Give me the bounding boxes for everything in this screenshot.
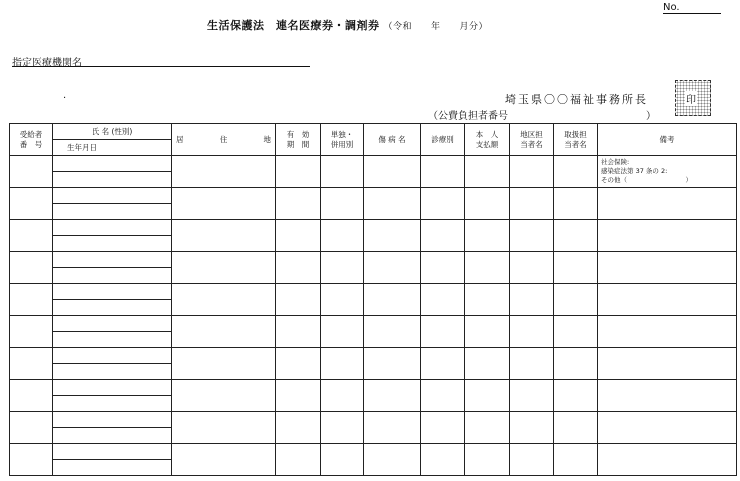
cell-recipient-no[interactable]: [10, 348, 53, 380]
cell-recipient-no[interactable]: [10, 444, 53, 476]
cell-name[interactable]: [53, 284, 172, 300]
table-row: [10, 156, 737, 172]
cell-birth-date[interactable]: [53, 204, 172, 220]
cell-birth-date[interactable]: [53, 428, 172, 444]
cell-single-combined[interactable]: [321, 316, 364, 348]
cell-disease[interactable]: [364, 444, 421, 476]
cell-remarks[interactable]: [598, 252, 737, 284]
cell-remarks[interactable]: [598, 348, 737, 380]
cell-name[interactable]: [53, 444, 172, 460]
cell-district-officer[interactable]: [510, 220, 554, 252]
table-row: [10, 412, 737, 428]
cell-recipient-no[interactable]: [10, 316, 53, 348]
cell-name[interactable]: [53, 412, 172, 428]
cell-self-pay[interactable]: [465, 316, 510, 348]
table-row: [10, 188, 737, 204]
cell-treatment-type[interactable]: [421, 284, 465, 316]
cell-treatment-type[interactable]: [421, 380, 465, 412]
cell-address[interactable]: [172, 316, 276, 348]
title-period: （令和 年 月分）: [383, 22, 489, 32]
cell-disease[interactable]: [364, 220, 421, 252]
official-seal-stamp: [675, 80, 711, 116]
cell-disease[interactable]: [364, 252, 421, 284]
remarks-note-line: 感染症法第 37 条の 2:: [601, 166, 668, 175]
cell-name[interactable]: [53, 380, 172, 396]
cell-self-pay[interactable]: [465, 444, 510, 476]
cell-name[interactable]: [53, 188, 172, 204]
cell-recipient-no[interactable]: [10, 412, 53, 444]
title-text: 生活保護法 連名医療券・調剤券: [207, 19, 380, 32]
cell-address[interactable]: [172, 380, 276, 412]
cell-disease[interactable]: [364, 156, 421, 188]
cell-disease[interactable]: [364, 316, 421, 348]
header-handling-officer: 取扱担 当者名: [554, 124, 598, 156]
header-district-officer: 地区担 当者名: [510, 124, 554, 156]
cell-handling-officer[interactable]: [554, 380, 598, 412]
cell-disease[interactable]: [364, 188, 421, 220]
cell-name[interactable]: [53, 156, 172, 172]
header-remarks: 備考: [598, 124, 737, 156]
remarks-note-line: その他（ ）: [601, 175, 692, 184]
cell-handling-officer[interactable]: [554, 444, 598, 476]
table-row: [10, 220, 737, 236]
header-single-combined: 単独・ 併用別: [321, 124, 364, 156]
cell-district-officer[interactable]: [510, 348, 554, 380]
cell-recipient-no[interactable]: [10, 156, 53, 188]
cell-name[interactable]: [53, 316, 172, 332]
cell-remarks: [598, 156, 737, 188]
cell-remarks[interactable]: [598, 284, 737, 316]
cell-single-combined[interactable]: [321, 380, 364, 412]
cell-treatment-type[interactable]: [421, 156, 465, 188]
cell-valid-period[interactable]: [276, 252, 321, 284]
cell-district-officer[interactable]: [510, 188, 554, 220]
cell-address[interactable]: [172, 252, 276, 284]
cell-name[interactable]: [53, 252, 172, 268]
cell-valid-period[interactable]: [276, 444, 321, 476]
table-row: [10, 380, 737, 396]
cell-disease[interactable]: [364, 380, 421, 412]
cell-address[interactable]: [172, 220, 276, 252]
header-self-pay: 本 人 支払額: [465, 124, 510, 156]
cell-district-officer[interactable]: [510, 316, 554, 348]
cell-single-combined[interactable]: [321, 252, 364, 284]
cell-valid-period[interactable]: [276, 188, 321, 220]
cell-remarks[interactable]: [598, 220, 737, 252]
cell-district-officer[interactable]: [510, 252, 554, 284]
cell-recipient-no[interactable]: [10, 252, 53, 284]
cell-handling-officer[interactable]: [554, 284, 598, 316]
cell-address[interactable]: [172, 188, 276, 220]
cell-valid-period[interactable]: [276, 284, 321, 316]
cell-self-pay[interactable]: [465, 412, 510, 444]
cell-disease[interactable]: [364, 284, 421, 316]
cell-self-pay[interactable]: [465, 188, 510, 220]
cell-remarks[interactable]: [598, 316, 737, 348]
payer-number-close: ）: [646, 111, 656, 122]
header-treatment-type: 診療別: [421, 124, 465, 156]
cell-birth-date[interactable]: [53, 300, 172, 316]
form-title: [207, 17, 488, 33]
cell-treatment-type[interactable]: [421, 252, 465, 284]
cell-single-combined[interactable]: [321, 220, 364, 252]
cell-self-pay[interactable]: [465, 220, 510, 252]
cell-remarks[interactable]: [598, 444, 737, 476]
cell-birth-date[interactable]: [53, 460, 172, 476]
remarks-note-line: 社会保険:: [601, 158, 630, 166]
recipient-table: [9, 123, 737, 476]
cell-self-pay[interactable]: [465, 284, 510, 316]
cell-remarks[interactable]: [598, 412, 737, 444]
cell-birth-date[interactable]: [53, 268, 172, 284]
cell-disease[interactable]: [364, 348, 421, 380]
header-valid-period: 有 効 期 間: [276, 124, 321, 156]
table-row: [10, 284, 737, 300]
cell-handling-officer[interactable]: [554, 348, 598, 380]
institution-name-line[interactable]: [12, 66, 310, 67]
header-disease: 傷 病 名: [364, 124, 421, 156]
cell-handling-officer[interactable]: [554, 220, 598, 252]
cell-valid-period[interactable]: [276, 220, 321, 252]
cell-single-combined[interactable]: [321, 156, 364, 188]
cell-birth-date[interactable]: [53, 396, 172, 412]
table-row: [10, 252, 737, 268]
cell-self-pay[interactable]: [465, 348, 510, 380]
cell-single-combined[interactable]: [321, 188, 364, 220]
cell-single-combined[interactable]: [321, 444, 364, 476]
cell-single-combined[interactable]: [321, 348, 364, 380]
cell-handling-officer[interactable]: [554, 252, 598, 284]
office-name: 埼玉県〇〇福祉事務所長: [505, 93, 648, 106]
cell-remarks[interactable]: [598, 380, 737, 412]
cell-treatment-type[interactable]: [421, 220, 465, 252]
cell-name[interactable]: [53, 348, 172, 364]
cell-handling-officer[interactable]: [554, 188, 598, 220]
cell-treatment-type[interactable]: [421, 444, 465, 476]
cell-remarks[interactable]: [598, 188, 737, 220]
cell-valid-period[interactable]: [276, 412, 321, 444]
cell-treatment-type[interactable]: [421, 348, 465, 380]
cell-district-officer[interactable]: [510, 156, 554, 188]
header-name: 氏 名 (性別): [53, 124, 172, 140]
cell-single-combined[interactable]: [321, 412, 364, 444]
cell-district-officer[interactable]: [510, 444, 554, 476]
payer-number-label: （公費負担者番号: [428, 111, 508, 122]
form-number-line[interactable]: [663, 13, 721, 14]
cell-valid-period[interactable]: [276, 348, 321, 380]
cell-address[interactable]: [172, 156, 276, 188]
cell-single-combined[interactable]: [321, 284, 364, 316]
form-number-label: No.: [663, 2, 680, 13]
cell-birth-date[interactable]: [53, 364, 172, 380]
cell-address[interactable]: [172, 284, 276, 316]
cell-name[interactable]: [53, 220, 172, 236]
cell-self-pay[interactable]: [465, 380, 510, 412]
cell-treatment-type[interactable]: [421, 188, 465, 220]
stray-dot: .: [63, 90, 67, 101]
header-birth-date: 生年月日: [53, 140, 172, 156]
cell-district-officer[interactable]: [510, 380, 554, 412]
cell-treatment-type[interactable]: [421, 412, 465, 444]
cell-birth-date[interactable]: [53, 172, 172, 188]
cell-birth-date[interactable]: [53, 332, 172, 348]
cell-self-pay[interactable]: [465, 156, 510, 188]
table-row: [10, 348, 737, 364]
header-recipient-no: 受給者 番 号: [10, 124, 53, 156]
header-address: 居 住 地: [172, 124, 276, 156]
cell-recipient-no[interactable]: [10, 220, 53, 252]
cell-address[interactable]: [172, 348, 276, 380]
cell-district-officer[interactable]: [510, 284, 554, 316]
institution-label: 指定医療機関名: [12, 58, 82, 69]
cell-address[interactable]: [172, 412, 276, 444]
cell-recipient-no[interactable]: [10, 380, 53, 412]
cell-district-officer[interactable]: [510, 412, 554, 444]
cell-address[interactable]: [172, 444, 276, 476]
cell-treatment-type[interactable]: [421, 316, 465, 348]
seal-label: 印: [685, 91, 697, 106]
cell-recipient-no[interactable]: [10, 284, 53, 316]
table-row: [10, 444, 737, 460]
table-row: [10, 316, 737, 332]
cell-self-pay[interactable]: [465, 252, 510, 284]
cell-handling-officer[interactable]: [554, 412, 598, 444]
cell-valid-period[interactable]: [276, 380, 321, 412]
cell-disease[interactable]: [364, 412, 421, 444]
cell-recipient-no[interactable]: [10, 188, 53, 220]
table-body: [10, 156, 737, 476]
cell-handling-officer[interactable]: [554, 316, 598, 348]
cell-valid-period[interactable]: [276, 316, 321, 348]
cell-valid-period[interactable]: [276, 156, 321, 188]
cell-birth-date[interactable]: [53, 236, 172, 252]
cell-handling-officer[interactable]: [554, 156, 598, 188]
